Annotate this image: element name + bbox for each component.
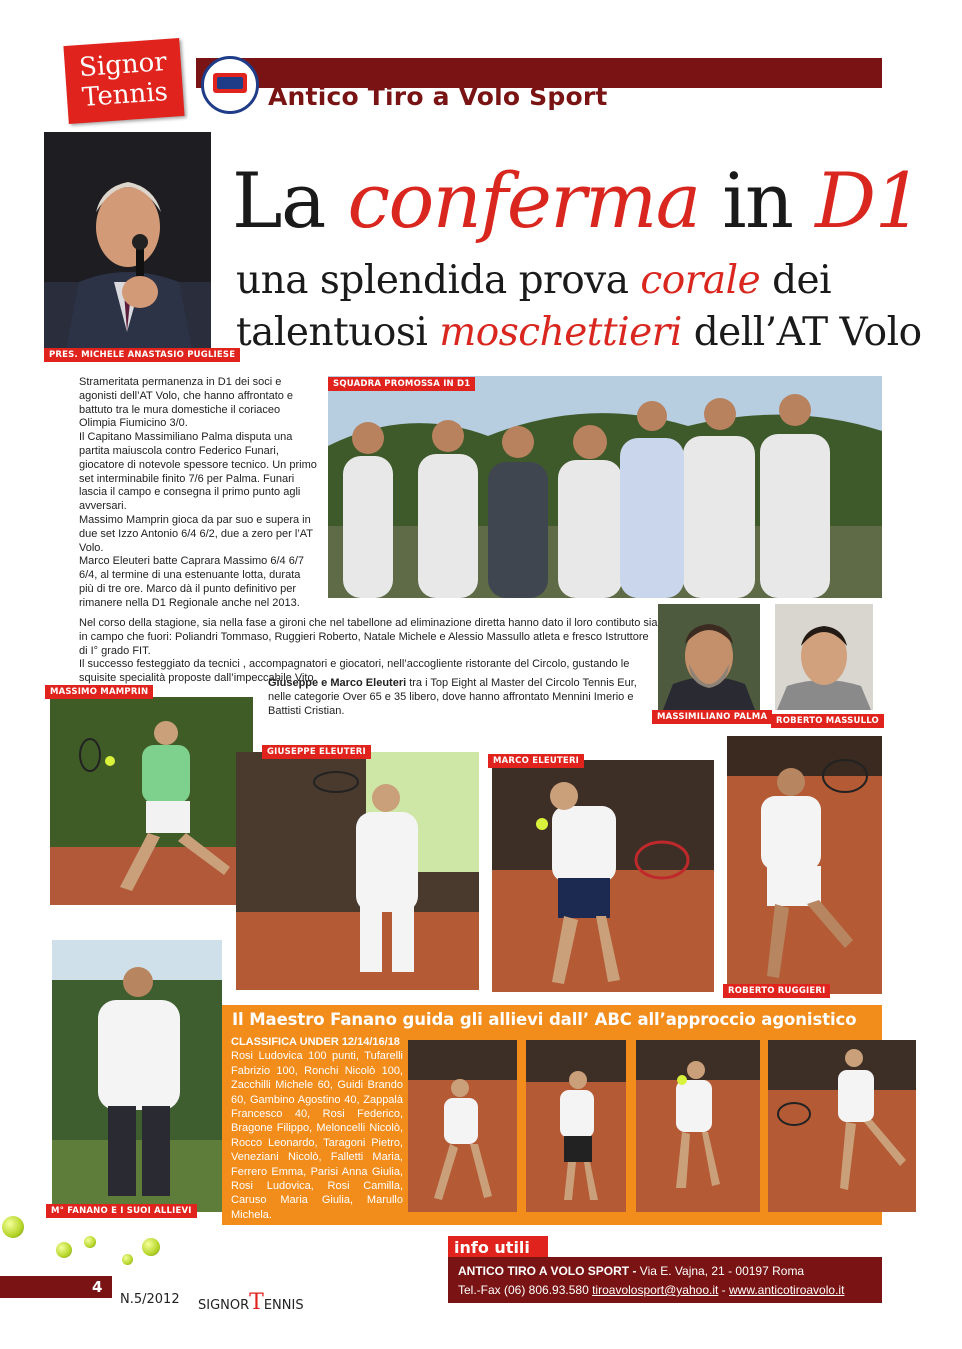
info-email-link[interactable]: tiroavolosport@yahoo.it	[592, 1283, 719, 1297]
magazine-badge	[63, 38, 184, 124]
caption-team: SQUADRA PROMOSSA IN D1	[328, 377, 475, 391]
title-word-in: in	[722, 156, 793, 245]
junior-photo-4	[768, 1040, 916, 1212]
ranking-heading: CLASSIFICA UNDER 12/14/16/18	[231, 1036, 400, 1048]
team-photo	[328, 376, 882, 598]
tennis-ball-icon	[2, 1216, 24, 1238]
badge-line2: Tennis	[81, 77, 169, 113]
caption-mamprin: MASSIMO MAMPRIN	[45, 685, 153, 699]
article-wide	[79, 617, 659, 686]
juniors-title: Il Maestro Fanano guida gli allievi dall’ ABC all’approccio agonistico	[232, 1010, 857, 1029]
ranking-list: Rosi Ludovica 100 punti, Tufarelli Fabrizio 100, Ronchi Nicolò 100, Zacchilli Michele 60, Guidi Brando 60, Gambino Agostino 40, Zappalà Francesco 40, Rosi Federico, Bragone Filippo, Meloncelli Nicolò, Rocco Leonardo, Taragoni Pietro, Veneziani Nicolò, Falletti Maria, Ferrero Emma, Parisi Anna Giulia, Rosi Ludovica, Rosi Camilla, Caruso Maria Giulia, Marullo Michela.	[231, 1050, 403, 1221]
mamprin-photo	[50, 697, 253, 905]
page-subtitle	[236, 255, 922, 359]
magazine-name-a: SIGNOR	[198, 1298, 250, 1313]
subtitle-2c: dell’AT Volo	[693, 310, 922, 355]
caption-president: PRES. MICHELE ANASTASIO PUGLIESE	[44, 348, 240, 362]
marco-photo	[492, 760, 714, 992]
article-paragraph: Massimo Mamprin gioca da par suo e supera in due set Izzo Antonio 6/4 6/2, due a zero per l’AT Volo.	[79, 513, 313, 554]
info-tab: info utili	[448, 1236, 548, 1259]
caption-massullo: ROBERTO MASSULLO	[771, 714, 884, 728]
subtitle-2b: moschettieri	[439, 310, 682, 355]
issue-number: N.5/2012	[120, 1292, 180, 1307]
info-separator: -	[718, 1283, 730, 1297]
article-paragraph: Marco Eleuteri batte Caprara Massimo 6/4 6/7 6/4, al termine di una estenuante lotta, durata più di tre ore. Marco dà il punto definitivo per rimanere nella D1 Regionale anche nel 2013.	[79, 555, 304, 609]
ruggieri-photo	[727, 736, 882, 994]
info-contact-line	[458, 1283, 844, 1297]
palma-photo	[658, 604, 760, 710]
club-logo-icon	[201, 56, 259, 114]
junior-photo-3	[636, 1040, 760, 1212]
tennis-ball-icon	[84, 1236, 96, 1248]
caption-marco: MARCO ELEUTERI	[488, 754, 584, 768]
junior-photo-2	[526, 1040, 626, 1212]
info-address: Via E. Vajna, 21 - 00197 Roma	[639, 1264, 805, 1278]
article-paragraph: Il Capitano Massimiliano Palma disputa una partita maiuscola contro Federico Funari, giocatore di notevole spessore tecnico. Un primo set interminabile finito 7/6 per Palma. Funari lascia il campo e consegna il primo punto agli avversari.	[79, 431, 317, 513]
giuseppe-photo	[236, 752, 479, 990]
article-bold-names: Giuseppe e Marco Eleuteri	[268, 677, 407, 689]
info-org-name: ANTICO TIRO A VOLO SPORT -	[458, 1264, 640, 1278]
title-word-conferma: conferma	[347, 156, 700, 245]
page-number: 4	[92, 1278, 103, 1296]
title-word-la: La	[232, 156, 325, 245]
page-title	[232, 158, 921, 244]
tennis-ball-icon	[142, 1238, 160, 1256]
juniors-ranking	[231, 1035, 403, 1222]
caption-giuseppe: GIUSEPPE ELEUTERI	[262, 745, 371, 759]
massullo-photo	[775, 604, 873, 710]
subtitle-2a: talentuosi	[236, 310, 428, 355]
junior-photo-1	[408, 1040, 517, 1212]
subtitle-1a: una splendida prova	[236, 258, 629, 303]
magazine-name	[198, 1290, 304, 1315]
article-column	[79, 376, 317, 611]
badge-line1: Signor	[78, 47, 168, 84]
caption-ruggieri: ROBERTO RUGGIERI	[723, 984, 830, 998]
tennis-ball-icon	[56, 1242, 72, 1258]
article-paragraph: Strameritata permanenza in D1 dei soci e agonisti dell’AT Volo, che hanno affrontato e battuto tra le mura domestiche il coriaceo Olimpia Fiumicino 3/0.	[79, 376, 294, 430]
magazine-name-b: ENNIS	[263, 1298, 304, 1313]
article-paragraph: Nel corso della stagione, sia nella fase a gironi che nel tabellone ad eliminazione diretta hanno dato il loro contibuto sia in campo che fuori: Poliandri Tommaso, Ruggieri Roberto, Natale Michele e Alessio Massullo atleta e fresco Istruttore di I° grado FIT.	[79, 617, 658, 657]
subtitle-1c: dei	[772, 258, 832, 303]
article-paragraph: Il successo festeggiato da tecnici , accompagnatori e giocatori, nell’accogliente ristorante del Circolo, gustando le squisite specialità proposte dall’impeccabile Vito.	[79, 658, 630, 685]
info-phone: Tel.-Fax (06) 806.93.580	[458, 1283, 589, 1297]
caption-palma: MASSIMILIANO PALMA	[652, 710, 772, 724]
caption-fanano: M° FANANO E I SUOI ALLIEVI	[46, 1204, 197, 1218]
info-address-line	[458, 1264, 804, 1278]
title-word-d1: D1	[815, 156, 922, 245]
article-mid	[268, 677, 658, 718]
tennis-ball-icon	[122, 1254, 133, 1265]
subtitle-1b: corale	[640, 258, 761, 303]
president-photo	[44, 132, 211, 360]
fanano-photo	[52, 940, 222, 1212]
section-title: Antico Tiro a Volo Sport	[268, 82, 608, 111]
magazine-name-t: T	[249, 1290, 264, 1315]
article-paragraph: tra i Top Eight al Master del Circolo Tennis Eur, nelle categorie Over 65 e 35 libero, dove hanno affrontato Mennini Imerio e Battisti Cristian.	[268, 677, 637, 717]
info-website-link[interactable]: www.anticotiroavolo.it	[729, 1283, 845, 1297]
